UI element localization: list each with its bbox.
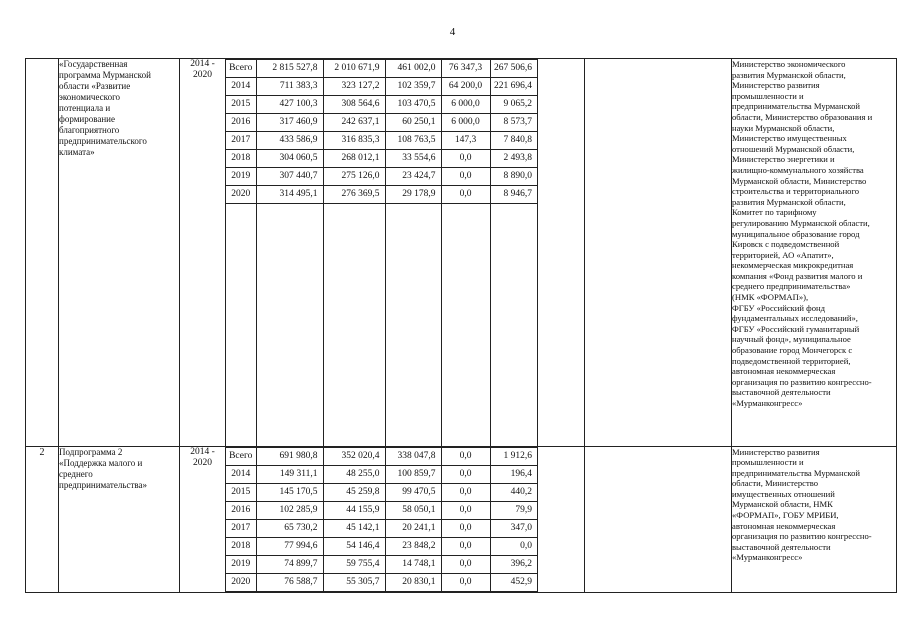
finance-value: 33 554,6 — [385, 150, 441, 168]
finance-value: 20 241,1 — [385, 519, 441, 537]
finance-year: 2014 — [226, 78, 256, 96]
executor-line: научный фонд», муниципальное — [732, 334, 851, 345]
page-number: 4 — [449, 26, 456, 38]
finance-value: 307 440,7 — [256, 168, 323, 186]
finance-value: 396,2 — [490, 555, 537, 573]
finance-value: 2 010 671,9 — [323, 60, 385, 78]
program-name-line: «Государственная — [59, 59, 128, 69]
executor-line: организация по развитию конгрессно- — [732, 376, 872, 387]
finance-value: 0,0 — [441, 465, 490, 483]
finance-value: 323 127,2 — [323, 78, 385, 96]
program-period-line: 2020 — [193, 70, 212, 80]
finance-row — [226, 465, 537, 483]
finance-value: 2 493,8 — [490, 150, 537, 168]
finance-year: 2018 — [226, 150, 256, 168]
finance-value: 0,0 — [441, 501, 490, 519]
executor-line: автономная некоммерческая — [732, 366, 836, 377]
finance-table — [226, 447, 537, 592]
row-number: 2 — [26, 446, 59, 592]
finance-value: 452,9 — [490, 573, 537, 591]
finance-value: 440,2 — [490, 483, 537, 501]
finance-value: 6 000,0 — [441, 114, 490, 132]
finance-value: 0,0 — [490, 537, 537, 555]
finance-value: 0,0 — [441, 168, 490, 186]
finance-value: 14 748,1 — [385, 555, 441, 573]
finance-row — [226, 573, 537, 591]
finance-cell — [226, 446, 538, 592]
finance-year: 2020 — [226, 573, 256, 591]
finance-year: 2014 — [226, 465, 256, 483]
finance-row — [226, 186, 537, 204]
finance-year: 2018 — [226, 537, 256, 555]
finance-value: 8 573,7 — [490, 114, 537, 132]
finance-row — [226, 447, 537, 465]
finance-value: 347,0 — [490, 519, 537, 537]
executor-line: ФГБУ «Российский гуманитарный — [732, 323, 860, 334]
finance-value: 108 763,5 — [385, 132, 441, 150]
finance-value: 55 305,7 — [323, 573, 385, 591]
empty-column — [538, 446, 585, 592]
finance-value: 6 000,0 — [441, 96, 490, 114]
executor-line: промышленности и — [732, 90, 804, 101]
program-name-line: климата» — [59, 147, 95, 157]
finance-value: 99 470,5 — [385, 483, 441, 501]
finance-value: 54 146,4 — [323, 537, 385, 555]
program-name-line: среднего — [59, 468, 93, 479]
executors — [732, 59, 897, 447]
finance-empty-cell — [385, 204, 441, 446]
finance-row — [226, 78, 537, 96]
executor-line: жилищно-коммунального хозяйства — [732, 164, 864, 175]
executor-line: ФГБУ «Российский фонд — [732, 302, 825, 313]
finance-value: 1 912,6 — [490, 447, 537, 465]
finance-row — [226, 168, 537, 186]
program-name-line: программа Мурманской — [59, 70, 151, 80]
finance-value: 45 142,1 — [323, 519, 385, 537]
finance-value: 314 495,1 — [256, 186, 323, 204]
finance-row — [226, 555, 537, 573]
finance-value: 308 564,6 — [323, 96, 385, 114]
program-name-line: предпринимательского — [59, 136, 147, 146]
executor-line: области, Министерство образования и — [732, 111, 873, 122]
finance-value: 461 002,0 — [385, 60, 441, 78]
finance-value: 9 065,2 — [490, 96, 537, 114]
program-name — [59, 59, 180, 447]
finance-value: 221 696,4 — [490, 78, 537, 96]
finance-year: 2019 — [226, 555, 256, 573]
finance-empty-cell — [490, 204, 537, 446]
empty-column — [585, 446, 732, 592]
program-period-line: 2014 - — [190, 59, 215, 69]
finance-value: 147,3 — [441, 132, 490, 150]
empty-column — [538, 59, 585, 447]
finance-value: 268 012,1 — [323, 150, 385, 168]
finance-value: 60 250,1 — [385, 114, 441, 132]
program-period-line: 2014 - — [190, 446, 215, 457]
finance-row — [226, 150, 537, 168]
finance-value: 0,0 — [441, 150, 490, 168]
finance-value: 0,0 — [441, 483, 490, 501]
executor-line: выставочной деятельности — [732, 387, 831, 398]
executor-line: компания «Фонд развития малого и — [732, 270, 863, 281]
executor-line: «ФОРМАП», ГОБУ МРИБИ, — [732, 510, 839, 521]
executors — [732, 446, 897, 592]
executor-line: Кировск с подведомственной — [732, 239, 840, 250]
finance-value: 316 835,3 — [323, 132, 385, 150]
executor-line: Мурманской области, Министерство — [732, 175, 867, 186]
program-name-line: потенциала и — [59, 103, 111, 113]
program-table — [25, 58, 897, 593]
finance-value: 196,4 — [490, 465, 537, 483]
executor-line: предпринимательства Мурманской — [732, 101, 861, 112]
finance-empty-cell — [256, 204, 323, 446]
executor-line: подведомственной территорией, — [732, 355, 851, 366]
finance-value: 64 200,0 — [441, 78, 490, 96]
executor-line: строительства и территориального — [732, 186, 860, 197]
finance-year: 2016 — [226, 501, 256, 519]
finance-value: 58 050,1 — [385, 501, 441, 519]
executor-line: образование город Мончегорск с — [732, 345, 853, 356]
finance-year: Всего — [226, 60, 256, 78]
program-period — [180, 59, 226, 447]
executor-line: отношений Мурманской области, — [732, 143, 855, 154]
finance-tail-row — [226, 204, 537, 446]
finance-row — [226, 132, 537, 150]
executor-line: развития Мурманской области, — [732, 69, 846, 80]
program-period — [180, 446, 226, 592]
executor-line: «Мурманконгресс» — [732, 552, 803, 563]
row-number — [26, 59, 59, 447]
finance-value: 338 047,8 — [385, 447, 441, 465]
finance-value: 29 178,9 — [385, 186, 441, 204]
finance-row — [226, 60, 537, 78]
finance-value: 23 848,2 — [385, 537, 441, 555]
executor-line: области, Министерство — [732, 478, 819, 489]
executor-line: некоммерческая микрокредитная — [732, 260, 854, 271]
finance-value: 0,0 — [441, 519, 490, 537]
finance-value: 0,0 — [441, 555, 490, 573]
program-row — [26, 446, 897, 592]
executor-line: имущественных отношений — [732, 488, 835, 499]
finance-value: 20 830,1 — [385, 573, 441, 591]
finance-empty-cell — [226, 204, 256, 446]
finance-value: 8 946,7 — [490, 186, 537, 204]
finance-value: 23 424,7 — [385, 168, 441, 186]
executor-line: муниципальное образование город — [732, 228, 860, 239]
program-name-line: благоприятного — [59, 125, 120, 135]
finance-value: 76 588,7 — [256, 573, 323, 591]
finance-value: 145 170,5 — [256, 483, 323, 501]
finance-value: 2 815 527,8 — [256, 60, 323, 78]
finance-value: 102 359,7 — [385, 78, 441, 96]
executor-line: промышленности и — [732, 457, 804, 468]
finance-row — [226, 96, 537, 114]
finance-value: 427 100,3 — [256, 96, 323, 114]
finance-year: Всего — [226, 447, 256, 465]
finance-cell — [226, 59, 538, 447]
finance-row — [226, 537, 537, 555]
executor-line: территорией, АО «Апатит», — [732, 249, 834, 260]
program-row — [26, 59, 897, 447]
finance-table — [226, 59, 537, 446]
finance-value: 103 470,5 — [385, 96, 441, 114]
executor-line: предпринимательства Мурманской — [732, 467, 861, 478]
executor-line: Министерство имущественных — [732, 133, 847, 144]
finance-row — [226, 114, 537, 132]
finance-row — [226, 501, 537, 519]
finance-year: 2017 — [226, 519, 256, 537]
finance-value: 48 255,0 — [323, 465, 385, 483]
finance-value: 275 126,0 — [323, 168, 385, 186]
executor-line: автономная некоммерческая — [732, 520, 836, 531]
executor-line: (НМК «ФОРМАП»), — [732, 292, 809, 303]
finance-year: 2017 — [226, 132, 256, 150]
program-name-line: области «Развитие — [59, 81, 131, 91]
finance-row — [226, 519, 537, 537]
executor-line: Министерство энергетики и — [732, 154, 835, 165]
executor-line: Министерство развития — [732, 446, 820, 457]
finance-value: 317 460,9 — [256, 114, 323, 132]
finance-value: 276 369,5 — [323, 186, 385, 204]
executor-line: организация по развитию конгрессно- — [732, 531, 872, 542]
finance-value: 0,0 — [441, 186, 490, 204]
finance-empty-cell — [441, 204, 490, 446]
program-name-line: Подпрограмма 2 — [59, 446, 123, 457]
program-name-line: формирование — [59, 114, 115, 124]
finance-value: 711 383,3 — [256, 78, 323, 96]
finance-value: 7 840,8 — [490, 132, 537, 150]
finance-row — [226, 483, 537, 501]
finance-year: 2016 — [226, 114, 256, 132]
finance-value: 74 899,7 — [256, 555, 323, 573]
finance-year: 2015 — [226, 96, 256, 114]
executor-line: выставочной деятельности — [732, 541, 831, 552]
finance-value: 242 637,1 — [323, 114, 385, 132]
finance-value: 100 859,7 — [385, 465, 441, 483]
finance-value: 304 060,5 — [256, 150, 323, 168]
finance-year: 2015 — [226, 483, 256, 501]
executor-line: Министерство развития — [732, 80, 820, 91]
finance-value: 433 586,9 — [256, 132, 323, 150]
finance-value: 102 285,9 — [256, 501, 323, 519]
executor-line: среднего предпринимательства» — [732, 281, 851, 292]
executor-line: Министерство экономического — [732, 59, 846, 69]
program-name-line: «Поддержка малого и — [59, 457, 143, 468]
finance-year: 2019 — [226, 168, 256, 186]
finance-year: 2020 — [226, 186, 256, 204]
executor-line: «Мурманконгресс» — [732, 398, 803, 408]
finance-value: 352 020,4 — [323, 447, 385, 465]
finance-value: 76 347,3 — [441, 60, 490, 78]
finance-value: 0,0 — [441, 447, 490, 465]
executor-line: регулированию Мурманской области, — [732, 217, 870, 228]
executor-line: фундаментальных исследований», — [732, 313, 858, 324]
finance-value: 77 994,6 — [256, 537, 323, 555]
finance-value: 691 980,8 — [256, 447, 323, 465]
finance-value: 44 155,9 — [323, 501, 385, 519]
finance-value: 0,0 — [441, 537, 490, 555]
program-period-line: 2020 — [193, 457, 212, 468]
finance-value: 45 259,8 — [323, 483, 385, 501]
executor-line: науки Мурманской области, — [732, 122, 835, 133]
finance-value: 267 506,6 — [490, 60, 537, 78]
finance-value: 59 755,4 — [323, 555, 385, 573]
finance-value: 8 890,0 — [490, 168, 537, 186]
empty-column — [585, 59, 732, 447]
finance-value: 79,9 — [490, 501, 537, 519]
finance-value: 0,0 — [441, 573, 490, 591]
program-name-line: экономического — [59, 92, 121, 102]
executor-line: Мурманской области, НМК — [732, 499, 833, 510]
executor-line: Комитет по тарифному — [732, 207, 817, 218]
program-name-line: предпринимательства» — [59, 479, 148, 490]
executor-line: развития Мурманской области, — [732, 196, 846, 207]
program-name — [59, 446, 180, 592]
finance-value: 65 730,2 — [256, 519, 323, 537]
finance-empty-cell — [323, 204, 385, 446]
finance-value: 149 311,1 — [256, 465, 323, 483]
